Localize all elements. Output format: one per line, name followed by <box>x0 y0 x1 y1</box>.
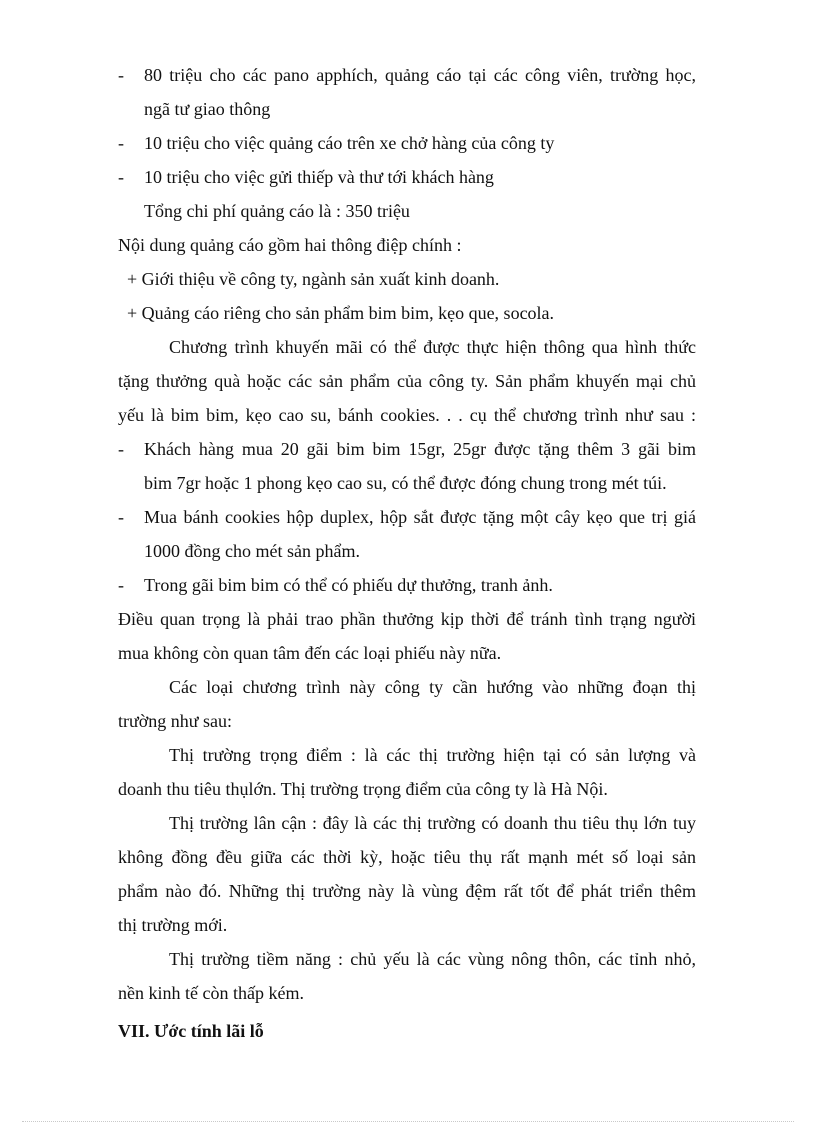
bullet-dash: - <box>118 167 124 187</box>
paragraph-line: nền kinh tế còn thấp kém. <box>118 983 304 1003</box>
bullet-dash: - <box>118 133 124 153</box>
list-item <box>118 126 696 160</box>
paragraph-line: Điều quan trọng là phải trao phần thưởng kịp thời để tránh tình trạng người <box>118 609 696 629</box>
paragraph-line: doanh thu tiêu thụlớn. Thị trường trọng điểm của công ty là Hà Nội. <box>118 779 608 799</box>
section-heading: VII. Ước tính lãi lỗ <box>118 1021 264 1041</box>
paragraph-line: thị trường mới. <box>118 915 228 935</box>
paragraph-line: Thị trường tiềm năng : chủ yếu là các vùng nông thôn, các tỉnh nhỏ, <box>169 949 696 969</box>
list-item-text: 10 triệu cho việc quảng cáo trên xe chở hàng của công ty <box>144 133 555 153</box>
paragraph-line: phẩm nào đó. Những thị trường này là vùng đệm rất tốt để phát triển thêm <box>118 881 696 901</box>
paragraph-line: tặng thưởng quà hoặc các sản phẩm của công ty. Sản phẩm khuyến mại chủ <box>118 371 696 391</box>
list-item <box>118 432 696 466</box>
paragraph-line: không đồng đều giữa các thời kỳ, hoặc tiêu thụ rất mạnh mét số loại sản <box>118 847 696 867</box>
paragraph-line: yếu là bim bim, kẹo cao su, bánh cookies. . . cụ thể chương trình như sau : <box>118 405 696 425</box>
list-item-text: Trong gãi bim bim có thể có phiếu dự thưởng, tranh ảnh. <box>144 575 553 595</box>
paragraph-line: Nội dung quảng cáo gồm hai thông điệp chính : <box>118 235 462 255</box>
list-item <box>118 160 696 194</box>
list-item-text: Khách hàng mua 20 gãi bim bim 15gr, 25gr được tặng thêm 3 gãi bim <box>144 439 696 459</box>
list-item-text: 80 triệu cho các pano apphích, quảng cáo tại các công viên, trường học, <box>144 65 696 85</box>
paragraph-line: Chương trình khuyến mãi có thể được thực hiện thông qua hình thức <box>169 337 696 357</box>
list-item <box>118 500 696 534</box>
page-bottom-divider <box>22 1121 794 1122</box>
total-cost-line: Tổng chi phí quảng cáo là : 350 triệu <box>144 201 410 221</box>
list-item-text: 10 triệu cho việc gửi thiếp và thư tới khách hàng <box>144 167 494 187</box>
bullet-dash: - <box>118 439 124 459</box>
paragraph-line: trường như sau: <box>118 711 233 731</box>
paragraph-line: Thị trường trọng điểm : là các thị trường hiện tại có sản lượng và <box>169 745 696 765</box>
paragraph-line: Thị trường lân cận : đây là các thị trường có doanh thu tiêu thụ lớn tuy <box>169 813 696 833</box>
list-item <box>118 58 696 92</box>
list-item-continuation: bim 7gr hoặc 1 phong kẹo cao su, có thể được đóng chung trong mét túi. <box>144 473 667 493</box>
document-page <box>118 58 696 1048</box>
paragraph-line: mua không còn quan tâm đến các loại phiếu này nữa. <box>118 643 502 663</box>
list-item-continuation: 1000 đồng cho mét sản phẩm. <box>144 541 360 561</box>
bullet-dash: - <box>118 65 124 85</box>
plus-list-item: + Giới thiệu về công ty, ngành sản xuất kinh doanh. <box>127 269 500 289</box>
list-item <box>118 568 696 602</box>
bullet-dash: - <box>118 507 124 527</box>
list-item-text: Mua bánh cookies hộp duplex, hộp sắt được tặng một cây kẹo que trị giá <box>144 507 696 527</box>
list-item-continuation: ngã tư giao thông <box>144 99 271 119</box>
bullet-dash: - <box>118 575 124 595</box>
paragraph-line: Các loại chương trình này công ty cần hướng vào những đoạn thị <box>169 677 696 697</box>
plus-list-item: + Quảng cáo riêng cho sản phẩm bim bim, kẹo que, socola. <box>127 303 555 323</box>
